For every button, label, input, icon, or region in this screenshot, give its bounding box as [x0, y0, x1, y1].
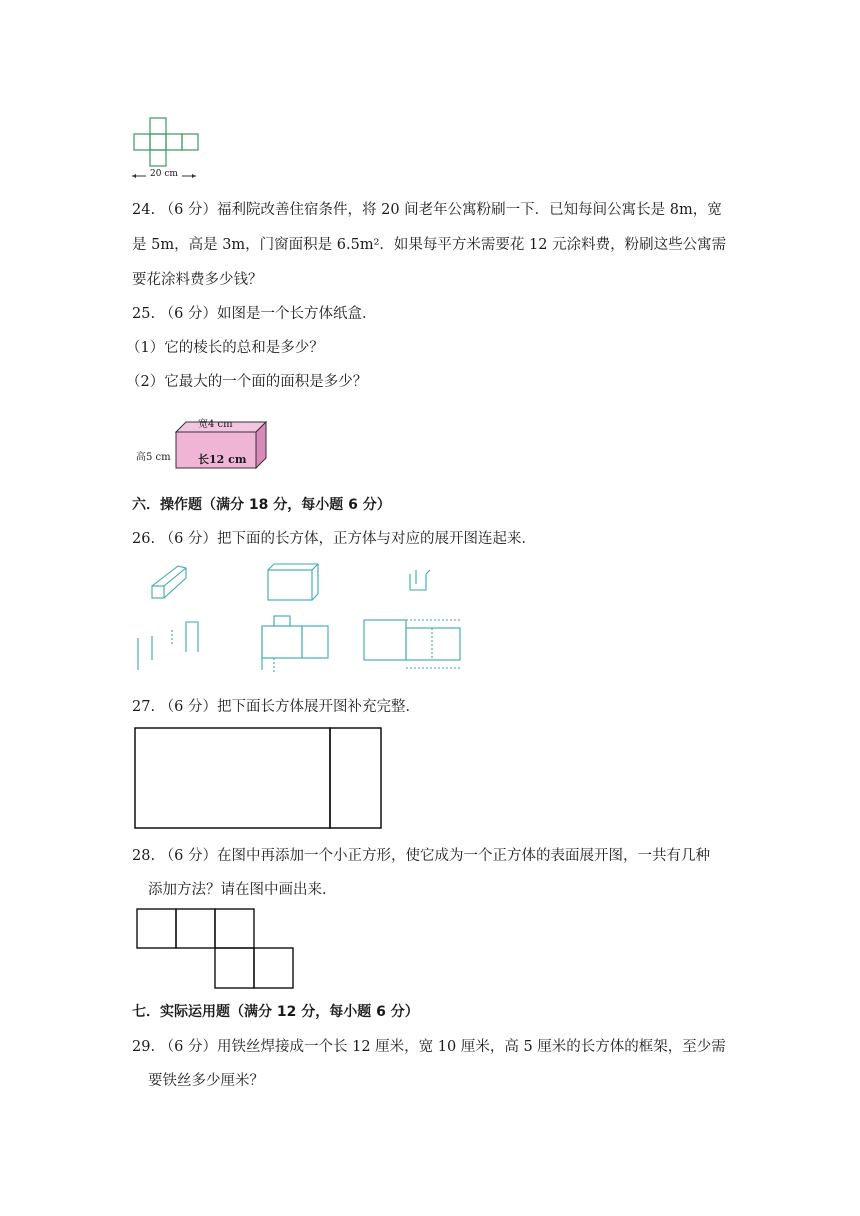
q25-sub2: （2）它最大的一个面的面积是多少？: [126, 374, 368, 390]
q28-line2: 添加方法？请在图中画出来．: [148, 882, 337, 898]
box-length-label: 长12 cm: [198, 453, 247, 466]
q26-line1: 26. （6 分）把下面的长方体，正方体与对应的展开图连起来．: [132, 531, 537, 547]
cube-net-figure-top: [130, 116, 210, 184]
q28-line1: 28. （6 分）在图中再添加一个小正方形，使它成为一个正方体的表面展开图，一共有几种: [132, 848, 710, 864]
q27-line1: 27. （6 分）把下面长方体展开图补充完整．: [132, 699, 421, 715]
section7-title: 七．实际运用题（满分 12 分，每小题 6 分）: [132, 1004, 419, 1020]
section6-title: 六．操作题（满分 18 分，每小题 6 分）: [132, 497, 391, 513]
q25-sub1: （1）它的棱长的总和是多少？: [126, 340, 324, 356]
q26-shapes-and-nets-figure: [132, 560, 472, 678]
box-height-label: 高5 cm: [136, 452, 171, 463]
cuboid-box-figure: [132, 412, 282, 474]
dimension-label: 20 cm: [150, 169, 178, 179]
q24-line3: 要花涂料费多少钱？: [132, 272, 263, 288]
q29-line1: 29. （6 分）用铁丝焊接成一个长 12 厘米，宽 10 厘米，高 5 厘米的长方体的框架，至少需: [132, 1039, 726, 1055]
q27-net-figure: [134, 727, 384, 831]
q29-line2: 要铁丝多少厘米？: [148, 1073, 264, 1089]
q25-line1: 25. （6 分）如图是一个长方体纸盒．: [132, 306, 377, 322]
q28-squares-figure: [136, 908, 296, 990]
q24-line2: 是 5m，高是 3m，门窗面积是 6.5m²．如果每平方米需要花 12 元涂料费，粉刷这些公寓需: [132, 237, 727, 253]
box-width-label: 宽4 cm: [198, 419, 233, 430]
q24-line1: 24. （6 分）福利院改善住宿条件，将 20 间老年公寓粉刷一下．已知每间公寓长是 8m，宽: [132, 202, 722, 218]
